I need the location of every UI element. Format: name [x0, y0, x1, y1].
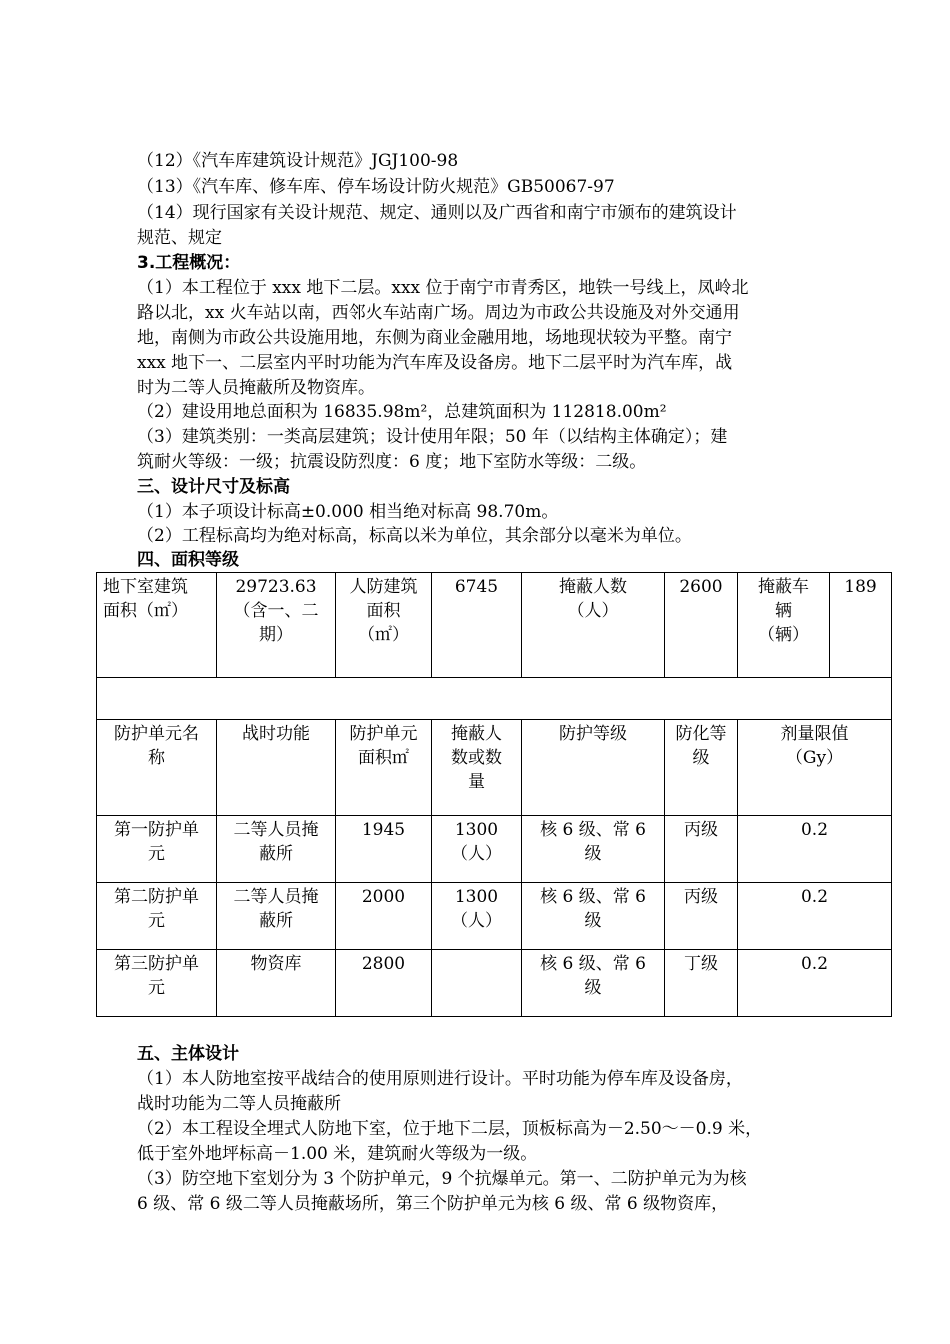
unit-name: 第三防护单 元: [97, 950, 217, 1017]
paragraph-line: 时为二等人员掩蔽所及物资库。: [137, 378, 375, 398]
section-heading-overview: 3.工程概况：: [137, 253, 241, 273]
unit-dose-limit: 0.2: [738, 816, 892, 883]
unit-name: 第二防护单 元: [97, 883, 217, 950]
unit-function: 二等人员掩 蔽所: [217, 883, 336, 950]
area-table: [96, 572, 892, 1017]
unit-chemical-level: 丙级: [665, 883, 738, 950]
intro-line: （12）《汽车库建筑设计规范》JGJ100-98: [137, 151, 459, 171]
unit-area: 1945: [336, 816, 432, 883]
basement-area-value: 29723.63 （含一、二 期）: [217, 573, 336, 678]
unit-protection-level: 核 6 级、常 6 级: [522, 816, 665, 883]
unit-area: 2000: [336, 883, 432, 950]
blank-cell: [97, 678, 892, 720]
header-row: [97, 720, 892, 816]
section-heading-main-design: 五、主体设计: [137, 1044, 239, 1064]
paragraph-line: （2）本工程设全埋式人防地下室，位于地下二层，顶板标高为－2.50～－0.9 米，: [137, 1119, 763, 1139]
basement-area-label: 地下室建筑 面积（㎡）: [97, 573, 217, 678]
paragraph-line: 战时功能为二等人员掩蔽所: [137, 1094, 341, 1114]
paragraph-line: （1）本工程位于 xxx 地下二层。xxx 位于南宁市青秀区，地铁一号线上，凤岭北: [137, 278, 749, 298]
header-protection-level: 防护等级: [522, 720, 665, 816]
unit-function: 二等人员掩 蔽所: [217, 816, 336, 883]
unit-people: [432, 950, 522, 1017]
paragraph-line: （3）防空地下室划分为 3 个防护单元，9 个抗爆单元。第一、二防护单元为为核: [137, 1169, 747, 1189]
paragraph-line: 地，南侧为市政公共设施用地，东侧为商业金融用地，场地现状较为平整。南宁: [137, 328, 732, 348]
intro-line: （14）现行国家有关设计规范、规定、通则以及广西省和南宁市颁布的建筑设计: [137, 203, 737, 223]
shelter-people-value: 2600: [665, 573, 738, 678]
paragraph-line: （1）本人防地室按平战结合的使用原则进行设计。平时功能为停车库及设备房，: [137, 1069, 743, 1089]
header-shelter-count: 掩蔽人 数或数 量: [432, 720, 522, 816]
unit-people: 1300 （人）: [432, 883, 522, 950]
shelter-vehicles-value: 189: [830, 573, 892, 678]
paragraph-line: （2）工程标高均为绝对标高，标高以米为单位，其余部分以毫米为单位。: [137, 526, 692, 546]
section-heading-area: 四、面积等级: [137, 550, 239, 570]
unit-people: 1300 （人）: [432, 816, 522, 883]
paragraph-line: 低于室外地坪标高－1.00 米，建筑耐火等级为一级。: [137, 1144, 538, 1164]
unit-area: 2800: [336, 950, 432, 1017]
paragraph-line: 6 级、常 6 级二等人员掩蔽场所，第三个防护单元为核 6 级、常 6 级物资库，: [137, 1194, 729, 1214]
paragraph-line: （3）建筑类别：一类高层建筑；设计使用年限；50 年（以结构主体确定）；建: [137, 427, 728, 447]
table-row: [97, 950, 892, 1017]
intro-line: 规范、规定: [137, 228, 222, 248]
header-dose-limit: 剂量限值 （Gy）: [738, 720, 892, 816]
unit-name: 第一防护单 元: [97, 816, 217, 883]
shelter-people-label: 掩蔽人数 （人）: [522, 573, 665, 678]
unit-chemical-level: 丙级: [665, 816, 738, 883]
summary-row: [97, 573, 892, 678]
unit-protection-level: 核 6 级、常 6 级: [522, 950, 665, 1017]
section-heading-dimensions: 三、设计尺寸及标高: [137, 477, 290, 497]
header-unit-name: 防护单元名 称: [97, 720, 217, 816]
paragraph-line: 筑耐火等级：一级；抗震设防烈度：6 度；地下室防水等级：二级。: [137, 452, 647, 472]
unit-function: 物资库: [217, 950, 336, 1017]
blank-row: [97, 678, 892, 720]
paragraph-line: （2）建设用地总面积为 16835.98m²，总建筑面积为 112818.00m²: [137, 402, 667, 422]
civil-defense-area-label: 人防建筑 面积 （㎡）: [336, 573, 432, 678]
table-row: [97, 883, 892, 950]
paragraph-line: 路以北，xx 火车站以南，西邻火车站南广场。周边为市政公共设施及对外交通用: [137, 303, 740, 323]
header-unit-area: 防护单元 面积㎡: [336, 720, 432, 816]
paragraph-line: （1）本子项设计标高±0.000 相当绝对标高 98.70m。: [137, 502, 559, 522]
header-chemical-level: 防化等 级: [665, 720, 738, 816]
unit-protection-level: 核 6 级、常 6 级: [522, 883, 665, 950]
unit-dose-limit: 0.2: [738, 883, 892, 950]
shelter-vehicles-label: 掩蔽车 辆 （辆）: [738, 573, 830, 678]
paragraph-line: xxx 地下一、二层室内平时功能为汽车库及设备房。地下二层平时为汽车库，战: [137, 353, 733, 373]
table-row: [97, 816, 892, 883]
civil-defense-area-value: 6745: [432, 573, 522, 678]
intro-line: （13）《汽车库、修车库、停车场设计防火规范》GB50067-97: [137, 177, 615, 197]
header-wartime-function: 战时功能: [217, 720, 336, 816]
unit-dose-limit: 0.2: [738, 950, 892, 1017]
unit-chemical-level: 丁级: [665, 950, 738, 1017]
